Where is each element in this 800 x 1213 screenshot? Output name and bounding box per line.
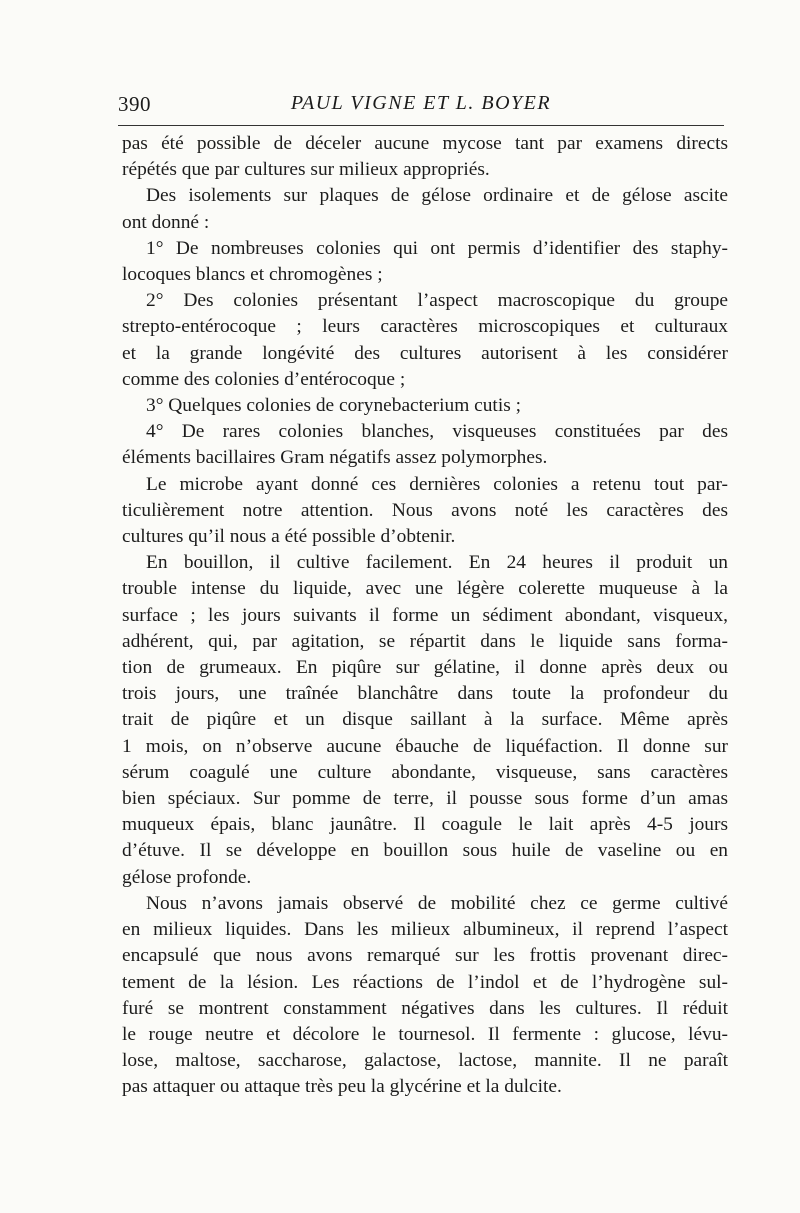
- text-line: 1° De nombreuses colonies qui ont permis d’identifier des staphy-: [146, 237, 728, 259]
- text-line: comme des colonies d’entérocoque ;: [122, 368, 406, 390]
- text-line: 3° Quelques colonies de corynebacterium cutis ;: [146, 395, 521, 417]
- text-line: lose, maltose, saccharose, galactose, lactose, mannite. Il ne paraît: [122, 1050, 728, 1072]
- text-line: adhérent, qui, par agitation, se répartit dans le liquide sans forma-: [122, 630, 728, 652]
- text-line: Des isolements sur plaques de gélose ordinaire et de gélose ascite: [146, 185, 728, 207]
- text-line: 4° De rares colonies blanches, visqueuses constituées par des: [146, 421, 728, 443]
- text-line: le rouge neutre et décolore le tournesol. Il fermente : glucose, lévu-: [122, 1023, 728, 1045]
- text-line: furé se montrent constamment négatives dans les cultures. Il réduit: [122, 997, 728, 1019]
- text-line: Le microbe ayant donné ces dernières colonies a retenu tout par-: [146, 473, 728, 495]
- text-line: pas attaquer ou attaque très peu la glycérine et la dulcite.: [122, 1076, 562, 1098]
- text-line: éléments bacillaires Gram négatifs assez polymorphes.: [122, 447, 548, 469]
- body-text: [122, 131, 728, 1101]
- text-line: En bouillon, il cultive facilement. En 24 heures il produit un: [146, 552, 728, 574]
- header-rule: [118, 125, 724, 126]
- text-line: trait de piqûre et un disque saillant à la surface. Même après: [122, 709, 728, 731]
- text-line: et la grande longévité des cultures autorisent à les considérer: [122, 342, 728, 364]
- page-number: 390: [118, 92, 151, 116]
- text-line: sérum coagulé une culture abondante, visqueuse, sans caractères: [122, 761, 728, 783]
- page-header: [118, 86, 724, 126]
- text-line: d’étuve. Il se développe en bouillon sous huile de vaseline ou en: [122, 840, 728, 862]
- text-line: gélose profonde.: [122, 866, 252, 888]
- text-line: muqueux épais, blanc jaunâtre. Il coagule le lait après 4-5 jours: [122, 814, 728, 836]
- text-line: tion de grumeaux. En piqûre sur gélatine, il donne après deux ou: [122, 657, 728, 679]
- text-line: en milieux liquides. Dans les milieux albumineux, il reprend l’aspect: [122, 919, 728, 941]
- text-line: répétés que par cultures sur milieux appropriés.: [122, 159, 490, 181]
- text-line: pas été possible de déceler aucune mycose tant par examens directs: [122, 133, 728, 154]
- text-line: tement de la lésion. Les réactions de l’indol et de l’hydrogène sul-: [122, 971, 728, 993]
- text-line: cultures qu’il nous a été possible d’obtenir.: [122, 526, 456, 548]
- text-line: 1 mois, on n’observe aucune ébauche de liquéfaction. Il donne sur: [122, 735, 728, 757]
- text-line: encapsulé que nous avons remarqué sur les frottis provenant direc-: [122, 945, 728, 967]
- text-line: trouble intense du liquide, avec une légère colerette muqueuse à la: [122, 578, 728, 600]
- text-line: trois jours, une traînée blanchâtre dans toute la profondeur du: [122, 683, 728, 705]
- text-line: locoques blancs et chromogènes ;: [122, 264, 383, 286]
- text-line: ont donné :: [122, 211, 210, 233]
- running-title: PAUL VIGNE ET L. BOYER: [290, 92, 552, 114]
- text-line: strepto-entérocoque ; leurs caractères microscopiques et culturaux: [122, 316, 728, 338]
- text-line: bien spéciaux. Sur pomme de terre, il pousse sous forme d’un amas: [122, 788, 728, 810]
- text-line: surface ; les jours suivants il forme un sédiment abondant, visqueux,: [122, 604, 728, 626]
- text-line: ticulièrement notre attention. Nous avons noté les caractères des: [122, 499, 728, 521]
- text-line: Nous n’avons jamais observé de mobilité chez ce germe cultivé: [146, 892, 728, 914]
- text-line: 2° Des colonies présentant l’aspect macroscopique du groupe: [146, 290, 728, 312]
